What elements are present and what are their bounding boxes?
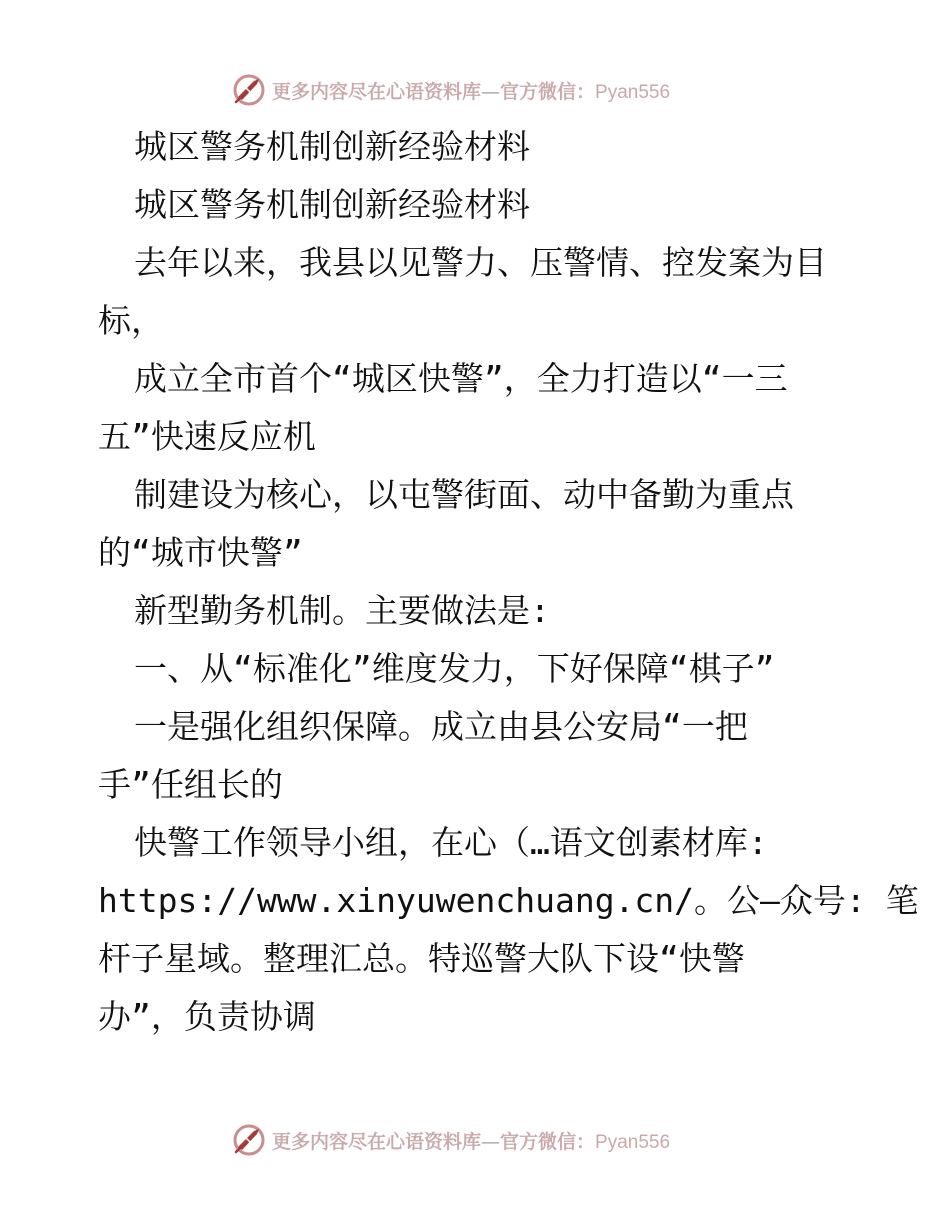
doc-line: 新型勤务机制。主要做法是: <box>134 591 550 630</box>
doc-line: 手”任组长的 <box>98 765 283 804</box>
watermark-wechat-label: 官方微信： <box>500 80 596 103</box>
doc-line: 去年以来，我县以见警力、压警情、控发案为目 <box>134 243 827 282</box>
watermark-wechat-label: 官方微信： <box>500 1130 596 1153</box>
watermark-account: Pyan556 <box>595 81 671 103</box>
watermark-separator: — <box>481 1130 501 1153</box>
doc-line: 办”，负责协调 <box>98 997 316 1036</box>
header-watermark <box>232 70 752 110</box>
doc-title: 城区警务机制创新经验材料 <box>134 127 530 166</box>
footer-watermark <box>232 1120 752 1160</box>
watermark-text <box>272 1127 670 1154</box>
doc-line: 的“城市快警” <box>98 533 303 572</box>
watermark-site-text: 更多内容尽在心语资料库 <box>272 80 482 103</box>
doc-line: https://www.xinyuwenchuang.cn/。公—众号: 笔 <box>98 881 919 920</box>
doc-line: 五”快速反应机 <box>98 417 316 456</box>
watermark-account: Pyan556 <box>595 1131 671 1153</box>
watermark-separator: — <box>481 80 501 103</box>
doc-line: 快警工作领导小组，在心（…语文创素材库: <box>134 823 768 862</box>
watermark-text <box>272 77 670 104</box>
doc-section-heading: 一、从“标准化”维度发力，下好保障“棋子” <box>134 649 775 688</box>
doc-line: 一是强化组织保障。成立由县公安局“一把 <box>134 707 748 746</box>
quill-pen-logo-icon <box>232 1123 266 1157</box>
doc-line: 杆子星域。整理汇总。特巡警大队下设“快警 <box>98 939 745 978</box>
doc-line: 制建设为核心，以屯警街面、动中备勤为重点 <box>134 475 794 514</box>
quill-pen-logo-icon <box>232 73 266 107</box>
doc-line: 城区警务机制创新经验材料 <box>134 185 530 224</box>
doc-line: 成立全市首个“城区快警”，全力打造以“一三 <box>134 359 788 398</box>
watermark-site-text: 更多内容尽在心语资料库 <box>272 1130 482 1153</box>
document-body <box>98 118 919 1046</box>
doc-line: 标， <box>98 301 164 340</box>
